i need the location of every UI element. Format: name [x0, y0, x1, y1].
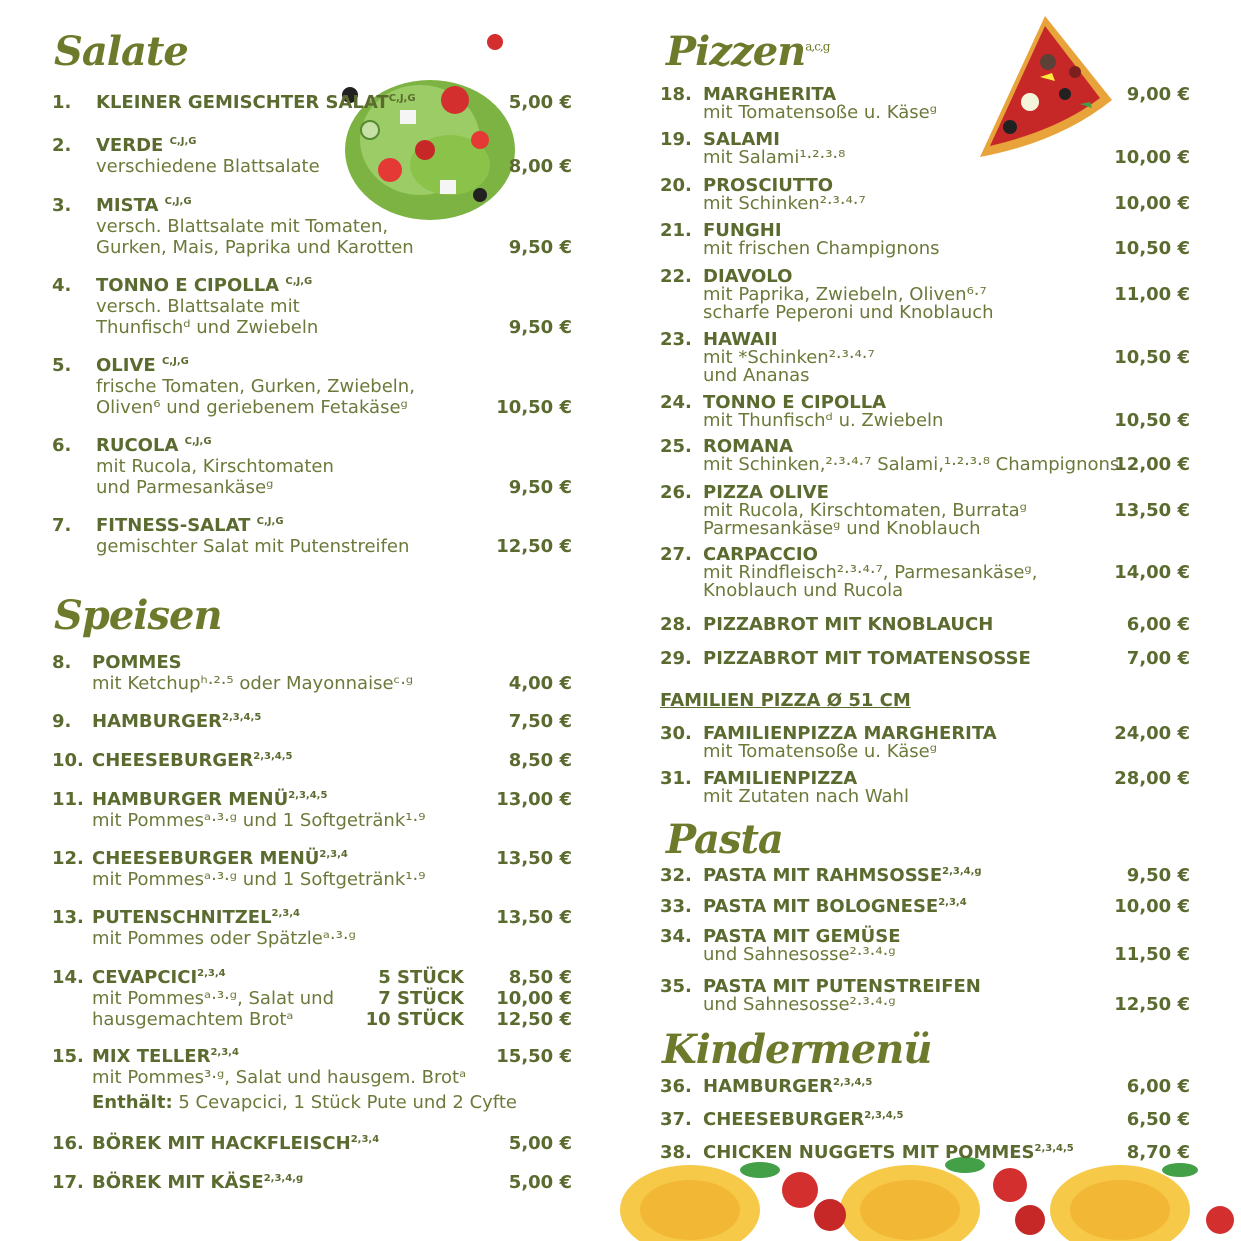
item-price: 10,00 € — [1114, 147, 1190, 168]
item-number: 35. — [660, 976, 692, 997]
item-price: 12,50 € — [496, 1009, 572, 1030]
item-description: und Sahnesosse²·³·⁴·ᵍ — [703, 994, 896, 1015]
item-allergens: 2,3,4,5 — [288, 790, 328, 801]
item-body — [703, 1078, 872, 1096]
item-allergens: 2,3,4 — [938, 897, 967, 908]
item-allergens: 2,3,4,5 — [1034, 1143, 1074, 1154]
item-price: 10,00 € — [1114, 193, 1190, 214]
item-number: 19. — [660, 129, 692, 150]
item-number: 16. — [52, 1133, 84, 1154]
item-description: mit Pommesᵃ·³·ᵍ und 1 Softgetränk¹·⁹ — [92, 810, 426, 831]
item-extra — [92, 1092, 517, 1113]
item-name: RUCOLA — [96, 435, 185, 456]
item-number: 8. — [52, 652, 72, 673]
salate-title: Salate — [54, 28, 188, 75]
item-description: Thunfischᵈ und Zwiebeln — [96, 317, 319, 338]
item-body — [703, 177, 866, 213]
item-description: mit Thunfischᵈ u. Zwiebeln — [703, 410, 944, 431]
item-number: 17. — [52, 1172, 84, 1193]
item-price: 10,50 € — [1114, 347, 1190, 368]
item-price: 7,50 € — [508, 711, 572, 732]
item-allergens: 2,3,4 — [197, 968, 226, 979]
item-number: 2. — [52, 135, 72, 156]
item-description: mit Zutaten nach Wahl — [703, 786, 909, 807]
item-body — [96, 435, 334, 498]
item-price: 9,50 € — [1126, 865, 1190, 886]
item-body — [703, 331, 875, 385]
item-body — [96, 275, 318, 338]
pasta-title: Pasta — [666, 816, 783, 863]
item-number: 13. — [52, 907, 84, 928]
item-name: CEVAPCICI — [92, 967, 198, 988]
item-body — [703, 268, 994, 322]
item-number: 25. — [660, 436, 692, 457]
item-allergens: C,J,G — [184, 436, 212, 447]
item-description: mit Pommesᵃ·³·ᵍ, Salat und — [92, 988, 335, 1009]
item-body — [703, 978, 981, 1014]
item-body — [703, 222, 940, 258]
item-allergens: 2,3,4 — [319, 849, 348, 860]
item-name: HAMBURGER — [703, 1076, 834, 1097]
item-allergens: 2,3,4,g — [263, 1173, 304, 1184]
item-description: Knoblauch und Rucola — [703, 580, 904, 601]
item-price: 5,00 € — [508, 92, 572, 113]
item-allergens: C,J,G — [164, 196, 192, 207]
item-description: mit Tomatensoße u. Käseᵍ — [703, 102, 938, 123]
item-number: 38. — [660, 1142, 692, 1163]
item-allergens: C,J,G — [388, 93, 416, 104]
item-body — [703, 131, 845, 167]
item-allergens: 2,3,4,5 — [833, 1077, 873, 1088]
item-name: PROSCIUTTO — [703, 175, 834, 196]
item-allergens: 2,3,4,5 — [864, 1110, 904, 1121]
item-quantity: 10 STÜCK — [365, 1009, 464, 1030]
item-price: 10,00 € — [1114, 896, 1190, 917]
item-number: 27. — [660, 544, 692, 565]
item-price: 6,50 € — [1126, 1109, 1190, 1130]
pizzen-title-allergens: a,c,g — [805, 39, 830, 54]
item-price: 4,00 € — [508, 673, 572, 694]
item-number: 26. — [660, 482, 692, 503]
item-body — [96, 515, 409, 557]
item-body — [92, 1133, 379, 1154]
item-name: TONNO E CIPOLLA — [703, 392, 887, 413]
item-description: frische Tomaten, Gurken, Zwiebeln, — [96, 376, 415, 397]
item-body — [92, 652, 413, 694]
item-description: mit Rucola, Kirschtomaten — [96, 456, 334, 477]
item-allergens: C,J,G — [161, 356, 189, 367]
item-name: ROMANA — [703, 436, 793, 457]
item-name: HAWAII — [703, 329, 778, 350]
item-body — [703, 770, 909, 806]
item-description: mit frischen Champignons — [703, 238, 940, 259]
item-body — [703, 484, 1027, 538]
item-description: mit Pommes oder Spätzleᵃ·³·ᵍ — [92, 928, 356, 949]
item-number: 22. — [660, 266, 692, 287]
item-name: PIZZABROT MIT TOMATENSOSSE — [703, 648, 1031, 669]
item-name: CHEESEBURGER MENÜ — [92, 848, 320, 869]
item-name: HAMBURGER — [92, 711, 223, 732]
item-quantity: 7 STÜCK — [378, 988, 464, 1009]
item-price: 13,00 € — [496, 789, 572, 810]
item-price: 8,70 € — [1126, 1142, 1190, 1163]
item-body — [703, 1144, 1074, 1162]
item-quantity: 5 STÜCK — [378, 967, 464, 988]
item-name: MARGHERITA — [703, 84, 837, 105]
item-description: versch. Blattsalate mit Tomaten, — [96, 216, 389, 237]
item-price: 11,50 € — [1114, 944, 1190, 965]
item-body — [703, 867, 982, 885]
item-number: 7. — [52, 515, 72, 536]
item-price: 10,50 € — [496, 397, 572, 418]
item-price: 15,50 € — [496, 1046, 572, 1067]
item-name: PUTENSCHNITZEL — [92, 907, 272, 928]
item-price: 8,00 € — [508, 156, 572, 177]
item-body — [92, 907, 356, 949]
item-body — [96, 355, 415, 418]
item-number: 3. — [52, 195, 72, 216]
item-body — [96, 135, 320, 177]
item-body — [703, 86, 937, 122]
item-name: CARPACCIO — [703, 544, 818, 565]
item-price: 24,00 € — [1114, 723, 1190, 744]
item-body — [703, 1111, 904, 1129]
item-price: 9,50 € — [508, 317, 572, 338]
item-extra-text: 5 Cevapcici, 1 Stück Pute und 2 Cyfte — [172, 1092, 517, 1113]
item-number: 30. — [660, 723, 692, 744]
item-body — [703, 438, 1119, 474]
item-name: TONNO E CIPOLLA — [96, 275, 286, 296]
item-name: PASTA MIT BOLOGNESE — [703, 896, 939, 917]
item-body — [92, 848, 425, 890]
item-price: 13,50 € — [1114, 500, 1190, 521]
item-body — [703, 650, 1031, 668]
item-number: 28. — [660, 614, 692, 635]
item-number: 31. — [660, 768, 692, 789]
item-price: 10,00 € — [496, 988, 572, 1009]
item-price: 6,00 € — [1126, 614, 1190, 635]
item-name: MIX TELLER — [92, 1046, 211, 1067]
item-number: 10. — [52, 750, 84, 771]
item-number: 36. — [660, 1076, 692, 1097]
item-body — [92, 789, 425, 831]
item-price: 7,00 € — [1126, 648, 1190, 669]
item-description: mit Pommesᵃ·³·ᵍ und 1 Softgetränk¹·⁹ — [92, 869, 426, 890]
item-number: 4. — [52, 275, 72, 296]
item-price: 10,50 € — [1114, 410, 1190, 431]
item-number: 37. — [660, 1109, 692, 1130]
item-allergens: 2,3,4 — [210, 1047, 239, 1058]
item-number: 14. — [52, 967, 84, 988]
item-allergens: 2,3,4 — [350, 1134, 380, 1145]
item-description: mit Schinken²·³·⁴·⁷ — [703, 193, 866, 214]
item-name: BÖREK MIT KÄSE — [92, 1172, 264, 1193]
item-price: 12,50 € — [1114, 994, 1190, 1015]
item-body — [92, 711, 261, 732]
item-body — [92, 1172, 303, 1193]
item-description: und Parmesankäseᵍ — [96, 477, 274, 498]
item-price: 12,00 € — [1114, 454, 1190, 475]
item-name: FITNESS-SALAT — [96, 515, 257, 536]
pizza-slice-image — [970, 12, 1120, 162]
item-body — [92, 1046, 517, 1113]
kinder-title: Kindermenü — [662, 1026, 932, 1073]
item-name: POMMES — [92, 652, 182, 673]
item-number: 6. — [52, 435, 72, 456]
item-price: 5,00 € — [508, 1172, 572, 1193]
item-name: FAMILIENPIZZA — [703, 768, 858, 789]
item-number: 21. — [660, 220, 692, 241]
item-description: hausgemachtem Brotᵃ — [92, 1009, 294, 1030]
item-number: 34. — [660, 926, 692, 947]
speisen-title: Speisen — [54, 592, 222, 639]
item-allergens: 2,3,4,g — [942, 866, 982, 877]
item-extra-label: Enthält: — [92, 1092, 173, 1113]
item-price: 10,50 € — [1114, 238, 1190, 259]
item-allergens: 2,3,4,5 — [222, 712, 262, 723]
item-price: 9,00 € — [1126, 84, 1190, 105]
item-name: PASTA MIT RAHMSOSSE — [703, 865, 943, 886]
item-number: 18. — [660, 84, 692, 105]
item-description: gemischter Salat mit Putenstreifen — [96, 536, 410, 557]
item-body — [703, 928, 901, 964]
item-description: scharfe Peperoni und Knoblauch — [703, 302, 994, 323]
item-number: 1. — [52, 92, 72, 113]
item-description: Parmesankäseᵍ und Knoblauch — [703, 518, 981, 539]
item-number: 11. — [52, 789, 84, 810]
item-name: PASTA MIT GEMÜSE — [703, 926, 901, 947]
item-name: FAMILIENPIZZA MARGHERITA — [703, 723, 997, 744]
item-allergens: C,J,G — [256, 516, 284, 527]
item-number: 9. — [52, 711, 72, 732]
item-name: DIAVOLO — [703, 266, 793, 287]
item-allergens: C,J,G — [169, 136, 197, 147]
item-name: FUNGHI — [703, 220, 782, 241]
item-price: 8,50 € — [508, 750, 572, 771]
item-name: KLEINER GEMISCHTER SALAT — [96, 92, 389, 113]
item-description: mit *Schinken²·³·⁴·⁷ — [703, 347, 875, 368]
item-description: mit Rucola, Kirschtomaten, Burrataᵍ — [703, 500, 1027, 521]
item-body — [703, 546, 1037, 600]
item-description: mit Salami¹·²·³·⁸ — [703, 147, 846, 168]
item-allergens: 2,3,4,5 — [253, 751, 293, 762]
item-number: 5. — [52, 355, 72, 376]
item-description: und Ananas — [703, 365, 810, 386]
item-name: PIZZA OLIVE — [703, 482, 829, 503]
item-body — [703, 394, 943, 430]
item-number: 32. — [660, 865, 692, 886]
item-description: mit Pommes³·ᵍ, Salat und hausgem. Brotᵃ — [92, 1067, 467, 1088]
item-name: PASTA MIT PUTENSTREIFEN — [703, 976, 981, 997]
item-body — [92, 750, 293, 771]
item-name: HAMBURGER MENÜ — [92, 789, 289, 810]
item-description: Gurken, Mais, Paprika und Karotten — [96, 237, 414, 258]
item-body — [96, 92, 416, 113]
item-number: 33. — [660, 896, 692, 917]
item-body — [92, 967, 334, 1030]
item-number: 12. — [52, 848, 84, 869]
item-price: 13,50 € — [496, 907, 572, 928]
item-number: 15. — [52, 1046, 84, 1067]
item-number: 29. — [660, 648, 692, 669]
item-price: 8,50 € — [508, 967, 572, 988]
item-description: mit Tomatensoße u. Käseᵍ — [703, 741, 938, 762]
item-description: versch. Blattsalate mit — [96, 296, 300, 317]
family-pizza-heading: FAMILIEN PIZZA Ø 51 CM — [660, 690, 911, 711]
item-number: 23. — [660, 329, 692, 350]
item-name: PIZZABROT MIT KNOBLAUCH — [703, 614, 994, 635]
item-body — [96, 195, 414, 258]
item-price: 5,00 € — [508, 1133, 572, 1154]
item-price: 6,00 € — [1126, 1076, 1190, 1097]
item-name: OLIVE — [96, 355, 162, 376]
item-price: 13,50 € — [496, 848, 572, 869]
item-name: CHEESEBURGER — [92, 750, 254, 771]
item-name: SALAMI — [703, 129, 780, 150]
pizzen-title: Pizzen$^{a,c,g}$ — [666, 28, 830, 75]
item-price: 28,00 € — [1114, 768, 1190, 789]
item-price: 12,50 € — [496, 536, 572, 557]
item-description: mit Paprika, Zwiebeln, Oliven⁶·⁷ — [703, 284, 987, 305]
item-name: CHICKEN NUGGETS MIT POMMES — [703, 1142, 1035, 1163]
item-description: verschiedene Blattsalate — [96, 156, 320, 177]
item-price: 9,50 € — [508, 477, 572, 498]
item-description: mit Schinken,²·³·⁴·⁷ Salami,¹·²·³·⁸ Champignons — [703, 454, 1120, 475]
item-price: 11,00 € — [1114, 284, 1190, 305]
item-name: VERDE — [96, 135, 170, 156]
item-description: und Sahnesosse²·³·⁴·ᵍ — [703, 944, 896, 965]
item-body — [703, 616, 993, 634]
item-price: 14,00 € — [1114, 562, 1190, 583]
item-allergens: 2,3,4 — [271, 908, 301, 919]
item-name: BÖREK MIT HACKFLEISCH — [92, 1133, 351, 1154]
item-allergens: C,J,G — [285, 276, 313, 287]
item-number: 20. — [660, 175, 692, 196]
item-number: 24. — [660, 392, 692, 413]
item-description: mit Ketchupʰ·²·⁵ oder Mayonnaiseᶜ·ᵍ — [92, 673, 414, 694]
item-body — [703, 898, 967, 916]
item-name: MISTA — [96, 195, 165, 216]
item-price: 9,50 € — [508, 237, 572, 258]
item-body — [703, 725, 997, 761]
item-description: mit Rindfleisch²·³·⁴·⁷, Parmesankäseᵍ, — [703, 562, 1038, 583]
item-description: Oliven⁶ und geriebenem Fetakäseᵍ — [96, 397, 408, 418]
item-name: CHEESEBURGER — [703, 1109, 865, 1130]
